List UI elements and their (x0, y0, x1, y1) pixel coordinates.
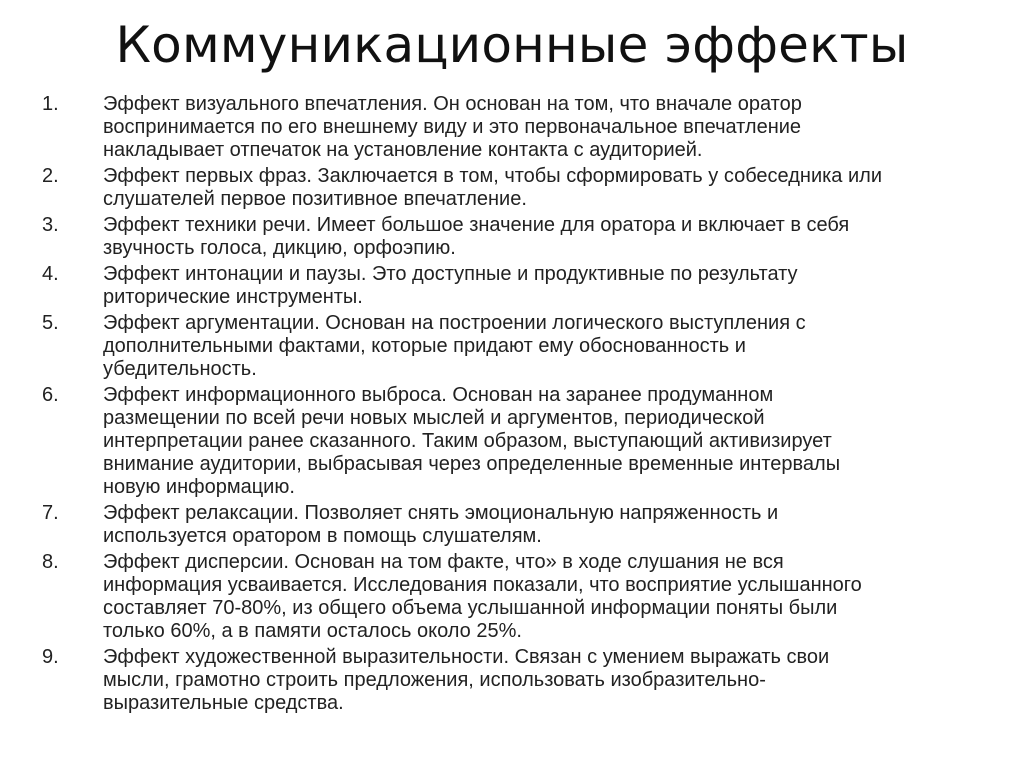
text-line: дополнительными фактами, которые придают ему обоснованность и (103, 335, 746, 357)
text-line: Эффект дисперсии. Основан на том факте, что» в ходе слушания не вся (103, 551, 784, 573)
text-line: внимание аудитории, выбрасывая через определенные временные интервалы (103, 453, 841, 475)
list-item (0, 165, 1024, 211)
text-line: риторические инструменты. (103, 286, 363, 308)
item-text (103, 646, 993, 715)
list-item (0, 551, 1024, 643)
text-line: только 60%, а в памяти осталось около 25%. (103, 620, 522, 642)
slide-title: Коммуникационные эффекты (115, 16, 909, 74)
item-text (103, 551, 993, 643)
item-number: 7. (42, 502, 59, 524)
list-item (0, 502, 1024, 548)
item-text (103, 384, 993, 499)
text-line: Эффект художественной выразительности. Связан с умением выражать свои (103, 646, 830, 668)
item-number: 6. (42, 384, 59, 406)
item-text (103, 214, 993, 260)
text-line: звучность голоса, дикцию, орфоэпию. (103, 237, 456, 259)
list-item (0, 312, 1024, 381)
text-line: Эффект релаксации. Позволяет снять эмоциональную напряженность и (103, 502, 779, 524)
text-line: Эффект информационного выброса. Основан на заранее продуманном (103, 384, 774, 406)
item-number: 1. (42, 93, 59, 115)
text-line: убедительность. (103, 358, 257, 380)
item-number: 9. (42, 646, 59, 668)
text-line: мысли, грамотно строить предложения, использовать изобразительно- (103, 669, 766, 691)
item-text (103, 312, 993, 381)
text-line: информация усваивается. Исследования показали, что восприятие услышанного (103, 574, 862, 596)
text-line: интерпретации ранее сказанного. Таким образом, выступающий активизирует (103, 430, 832, 452)
text-line: новую информацию. (103, 476, 295, 498)
item-text (103, 263, 993, 309)
text-line: используется оратором в помощь слушателям. (103, 525, 542, 547)
effects-list (0, 93, 1024, 718)
list-item (0, 93, 1024, 162)
text-line: размещении по всей речи новых мыслей и аргументов, периодической (103, 407, 765, 429)
text-line: Эффект первых фраз. Заключается в том, чтобы сформировать у собеседника или (103, 165, 882, 187)
item-number: 5. (42, 312, 59, 334)
list-item (0, 263, 1024, 309)
item-text (103, 502, 993, 548)
text-line: составляет 70-80%, из общего объема услышанной информации поняты были (103, 597, 838, 619)
text-line: Эффект техники речи. Имеет большое значение для оратора и включает в себя (103, 214, 850, 236)
item-number: 8. (42, 551, 59, 573)
text-line: Эффект визуального впечатления. Он основан на том, что вначале оратор (103, 93, 802, 115)
item-number: 3. (42, 214, 59, 236)
list-item (0, 646, 1024, 715)
list-item (0, 384, 1024, 499)
list-item (0, 214, 1024, 260)
text-line: выразительные средства. (103, 692, 344, 714)
item-text (103, 93, 993, 162)
text-line: Эффект аргументации. Основан на построении логического выступления с (103, 312, 806, 334)
item-number: 2. (42, 165, 59, 187)
item-number: 4. (42, 263, 59, 285)
text-line: воспринимается по его внешнему виду и это первоначальное впечатление (103, 116, 802, 138)
item-text (103, 165, 993, 211)
text-line: накладывает отпечаток на установление контакта с аудиторией. (103, 139, 703, 161)
text-line: Эффект интонации и паузы. Это доступные и продуктивные по результату (103, 263, 798, 285)
text-line: слушателей первое позитивное впечатление. (103, 188, 527, 210)
